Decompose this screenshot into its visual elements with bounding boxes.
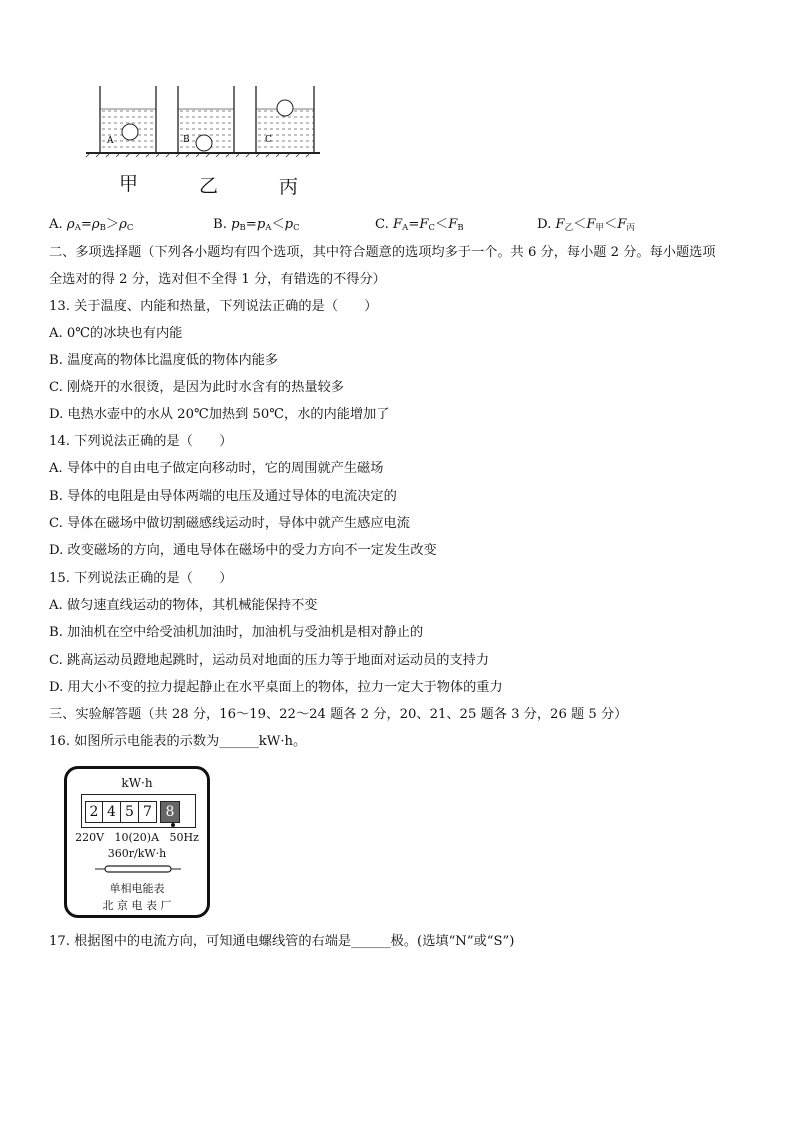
meter-decimal-digit: 8 (160, 801, 180, 823)
q12-option-d: D. $F_乙<F_甲<F_丙$ (537, 217, 635, 233)
svg-text:A: A (107, 136, 114, 146)
q14-option-b: B. 导体的电阻是由导体两端的电压及通过导体的电流决定的 (49, 489, 397, 504)
ball-a (122, 124, 138, 140)
q13-option-b: B. 温度高的物体比温度低的物体内能多 (49, 353, 279, 368)
svg-text:B: B (183, 135, 190, 145)
q12-option-b: B. $p_B=p_A<p_C$ (213, 217, 300, 233)
meter-maker: 北 京 电 表 厂 (102, 899, 172, 912)
q14-stem: 14. 下列说法正确的是（ ） (49, 434, 233, 449)
q15-option-a: A. 做匀速直线运动的物体，其机械能保持不变 (49, 598, 318, 613)
meter-digit: 5 (121, 801, 139, 823)
q15-stem: 15. 下列说法正确的是（ ） (49, 571, 233, 586)
q14-option-d: D. 改变磁场的方向，通电导体在磁场中的受力方向不一定发生改变 (49, 543, 437, 558)
q13-stem: 13. 关于温度、内能和热量，下列说法正确的是（ ） (49, 299, 378, 314)
container-yi (178, 86, 234, 153)
section3-heading: 三、实验解答题（共 28 分，16～19、22～24 题各 2 分，20、21、25 题各 3 分，26 题 5 分） (49, 707, 628, 722)
q17-stem: 17. 根据图中的电流方向，可知通电螺线管的右端是______极。(选填“N”或“S”) (49, 934, 515, 949)
q16-answer-blank[interactable]: ______ (219, 734, 259, 749)
section2-heading-line1: 二、多项选择题（下列各小题均有四个选项，其中符合题意的选项均多于一个。共 6 分，每小题 2 分。每小题选项 (49, 245, 716, 260)
label-jia: 甲 (119, 173, 139, 195)
meter-name: 单相电能表 (109, 882, 165, 895)
meter-rev: 360r/kW·h (107, 847, 167, 860)
q15-option-b: B. 加油机在空中给受油机加油时，加油机与受油机是相对静止的 (49, 625, 424, 640)
meter-decimal-dot (171, 823, 175, 827)
ball-b (196, 135, 212, 151)
label-bing: 丙 (279, 176, 299, 198)
q15-option-c: C. 跳高运动员蹬地起跳时，运动员对地面的压力等于地面对运动员的支持力 (49, 653, 490, 668)
meter-spec: 220V 10(20)A 50Hz (75, 831, 199, 844)
container-bing (256, 86, 314, 153)
q12-option-c: C. $F_A=F_C<F_B$ (375, 217, 464, 233)
meter-disk-slot (95, 864, 181, 874)
q12-option-a: A. $\rho_A=\rho_B>\rho_C$ (49, 217, 134, 233)
label-yi: 乙 (199, 175, 219, 197)
q13-option-a: A. 0℃的冰块也有内能 (49, 326, 183, 341)
q15-option-d: D. 用大小不变的拉力提起静止在水平桌面上的物体，拉力一定大于物体的重力 (49, 680, 503, 695)
electric-meter (64, 766, 210, 918)
meter-unit: kW·h (121, 776, 153, 790)
container-jia (100, 86, 156, 153)
q14-option-a: A. 导体中的自由电子做定向移动时，它的周围就产生磁场 (49, 461, 384, 476)
q13-option-c: C. 刚烧开的水很烫，是因为此时水含有的热量较多 (49, 380, 344, 395)
q17-answer-blank[interactable]: ______ (351, 934, 391, 949)
q13-option-d: D. 电热水壶中的水从 20℃加热到 50℃，水的内能增加了 (49, 407, 390, 422)
meter-digits (85, 801, 180, 823)
meter-digit: 7 (139, 801, 157, 823)
q16-stem: 16. 如图所示电能表的示数为______kW·h。 (49, 734, 307, 749)
ball-c (277, 100, 293, 116)
q14-option-c: C. 导体在磁场中做切割磁感线运动时，导体中就产生感应电流 (49, 516, 410, 531)
meter-digit: 2 (85, 801, 103, 823)
meter-digit: 4 (103, 801, 121, 823)
svg-text:C: C (265, 135, 272, 145)
section2-heading-line2: 全选对的得 2 分，选对但不全得 1 分，有错选的不得分） (49, 272, 386, 287)
